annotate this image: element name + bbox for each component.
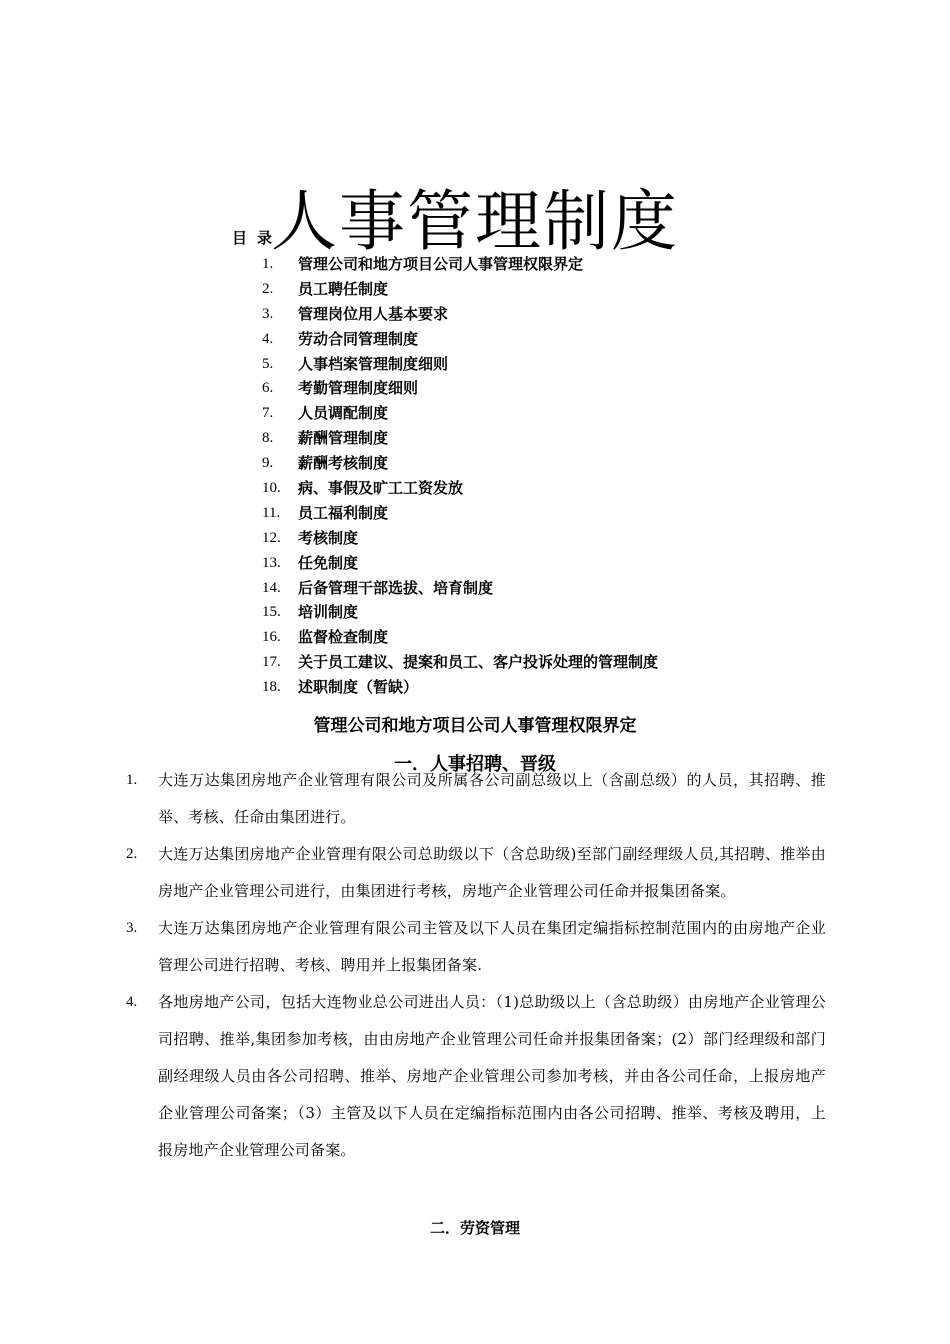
toc-item bbox=[262, 600, 658, 625]
clause-text: 大连万达集团房地产企业管理有限公司及所属各公司副总级以上（含副总级）的人员，其招聘、推举、考核、任命由集团进行。 bbox=[158, 771, 826, 826]
table-of-contents bbox=[262, 252, 658, 700]
toc-item-text: 人事档案管理制度细则 bbox=[298, 354, 449, 373]
toc-item-text: 管理岗位用人基本要求 bbox=[298, 304, 449, 323]
clause-text: 各地房地产公司，包括大连物业总公司进出人员：（1)总助级以上（含总助级）由房地产企业管理公司招聘、推举,集团参加考核，由由房地产企业管理公司任命并报集团备案；(2）部门经理级和部门副经理级人员由各公司招聘、推举、房地产企业管理公司参加考核，并由各公司任命，上报房地产企业管理公司备案；（3）主管及以下人员在定编指标范围内由各公司招聘、推举、考核及聘用，上报房地产企业管理公司备案。 bbox=[158, 993, 826, 1159]
toc-item-number: 3. bbox=[262, 305, 274, 322]
toc-item-number: 7. bbox=[262, 405, 274, 422]
toc-item-text: 人员调配制度 bbox=[298, 404, 389, 423]
toc-item-number: 14. bbox=[262, 579, 281, 596]
toc-item-number: 1. bbox=[262, 256, 274, 272]
clause-item bbox=[126, 836, 826, 910]
toc-item bbox=[262, 352, 658, 377]
toc-item bbox=[262, 426, 658, 451]
toc-item-text: 考核制度 bbox=[298, 528, 359, 547]
document-title: 人事管理制度 bbox=[271, 183, 679, 261]
toc-item-number: 16. bbox=[262, 629, 281, 646]
toc-item bbox=[262, 526, 658, 551]
toc-item bbox=[262, 277, 658, 302]
toc-item-text: 监督检查制度 bbox=[298, 628, 389, 647]
toc-item-number: 17. bbox=[262, 654, 281, 671]
toc-item-number: 5. bbox=[262, 355, 274, 372]
toc-heading-part2: 录 bbox=[257, 229, 273, 247]
toc-item bbox=[262, 302, 658, 327]
clause-number: 1. bbox=[126, 772, 138, 788]
toc-item bbox=[262, 401, 658, 426]
toc-item-number: 4. bbox=[262, 330, 274, 347]
toc-item bbox=[262, 476, 658, 501]
toc-item-text: 劳动合同管理制度 bbox=[298, 329, 419, 348]
toc-item-text: 任免制度 bbox=[298, 553, 359, 572]
clause-text: 大连万达集团房地产企业管理有限公司主管及以下人员在集团定编指标控制范围内的由房地产企业管理公司进行招聘、考核、聘用并上报集团备案. bbox=[158, 919, 826, 974]
toc-heading bbox=[232, 228, 272, 248]
toc-item bbox=[262, 327, 658, 352]
section-title: 管理公司和地方项目公司人事管理权限界定 bbox=[313, 716, 637, 737]
toc-item-number: 2. bbox=[262, 280, 274, 297]
toc-item-number: 10. bbox=[262, 480, 281, 497]
clause-number: 4. bbox=[126, 994, 138, 1010]
subsection-heading: 二．劳资管理 bbox=[429, 1219, 520, 1237]
toc-item-text: 述职制度（暂缺） bbox=[298, 678, 419, 697]
toc-item-text: 考勤管理制度细则 bbox=[298, 379, 419, 398]
clause-number: 3. bbox=[126, 920, 138, 936]
clause-list bbox=[126, 762, 826, 1169]
clause-number: 2. bbox=[126, 846, 138, 862]
toc-item-text: 关于员工建议、提案和员工、客户投诉处理的管理制度 bbox=[298, 653, 659, 672]
toc-heading-part1: 目 bbox=[232, 229, 248, 247]
toc-item-text: 后备管理干部选拔、培育制度 bbox=[298, 578, 494, 597]
toc-item-number: 18. bbox=[262, 679, 281, 696]
toc-item-number: 12. bbox=[262, 529, 281, 546]
toc-item-number: 13. bbox=[262, 554, 281, 571]
toc-item-number: 8. bbox=[262, 430, 274, 447]
toc-item-text: 管理公司和地方项目公司人事管理权限界定 bbox=[298, 255, 584, 273]
toc-item bbox=[262, 501, 658, 526]
toc-item-text: 员工福利制度 bbox=[298, 503, 389, 522]
clause-text: 大连万达集团房地产企业管理有限公司总助级以下（含总助级)至部门副经理级人员,其招聘、推举由房地产企业管理公司进行，由集团进行考核，房地产企业管理公司任命并报集团备案。 bbox=[158, 845, 826, 900]
toc-item-text: 薪酬考核制度 bbox=[298, 454, 389, 473]
toc-item bbox=[262, 650, 658, 675]
clause-item bbox=[126, 762, 826, 836]
toc-item-text: 培训制度 bbox=[298, 603, 359, 622]
subsection-heading: 一．人事招聘、晋级 bbox=[394, 754, 556, 775]
toc-item-number: 15. bbox=[262, 604, 281, 621]
toc-item bbox=[262, 252, 658, 277]
toc-item-number: 9. bbox=[262, 455, 274, 472]
toc-item bbox=[262, 551, 658, 576]
clause-item bbox=[126, 984, 826, 1169]
toc-item bbox=[262, 376, 658, 401]
toc-item-text: 病、事假及旷工工资发放 bbox=[298, 479, 464, 498]
toc-item-text: 员工聘任制度 bbox=[298, 279, 389, 298]
toc-item bbox=[262, 451, 658, 476]
toc-item bbox=[262, 625, 658, 650]
clause-item bbox=[126, 910, 826, 984]
toc-item bbox=[262, 675, 658, 700]
toc-item-text: 薪酬管理制度 bbox=[298, 429, 389, 448]
toc-item-number: 6. bbox=[262, 380, 274, 397]
toc-item bbox=[262, 576, 658, 601]
toc-item-number: 11. bbox=[262, 504, 281, 521]
